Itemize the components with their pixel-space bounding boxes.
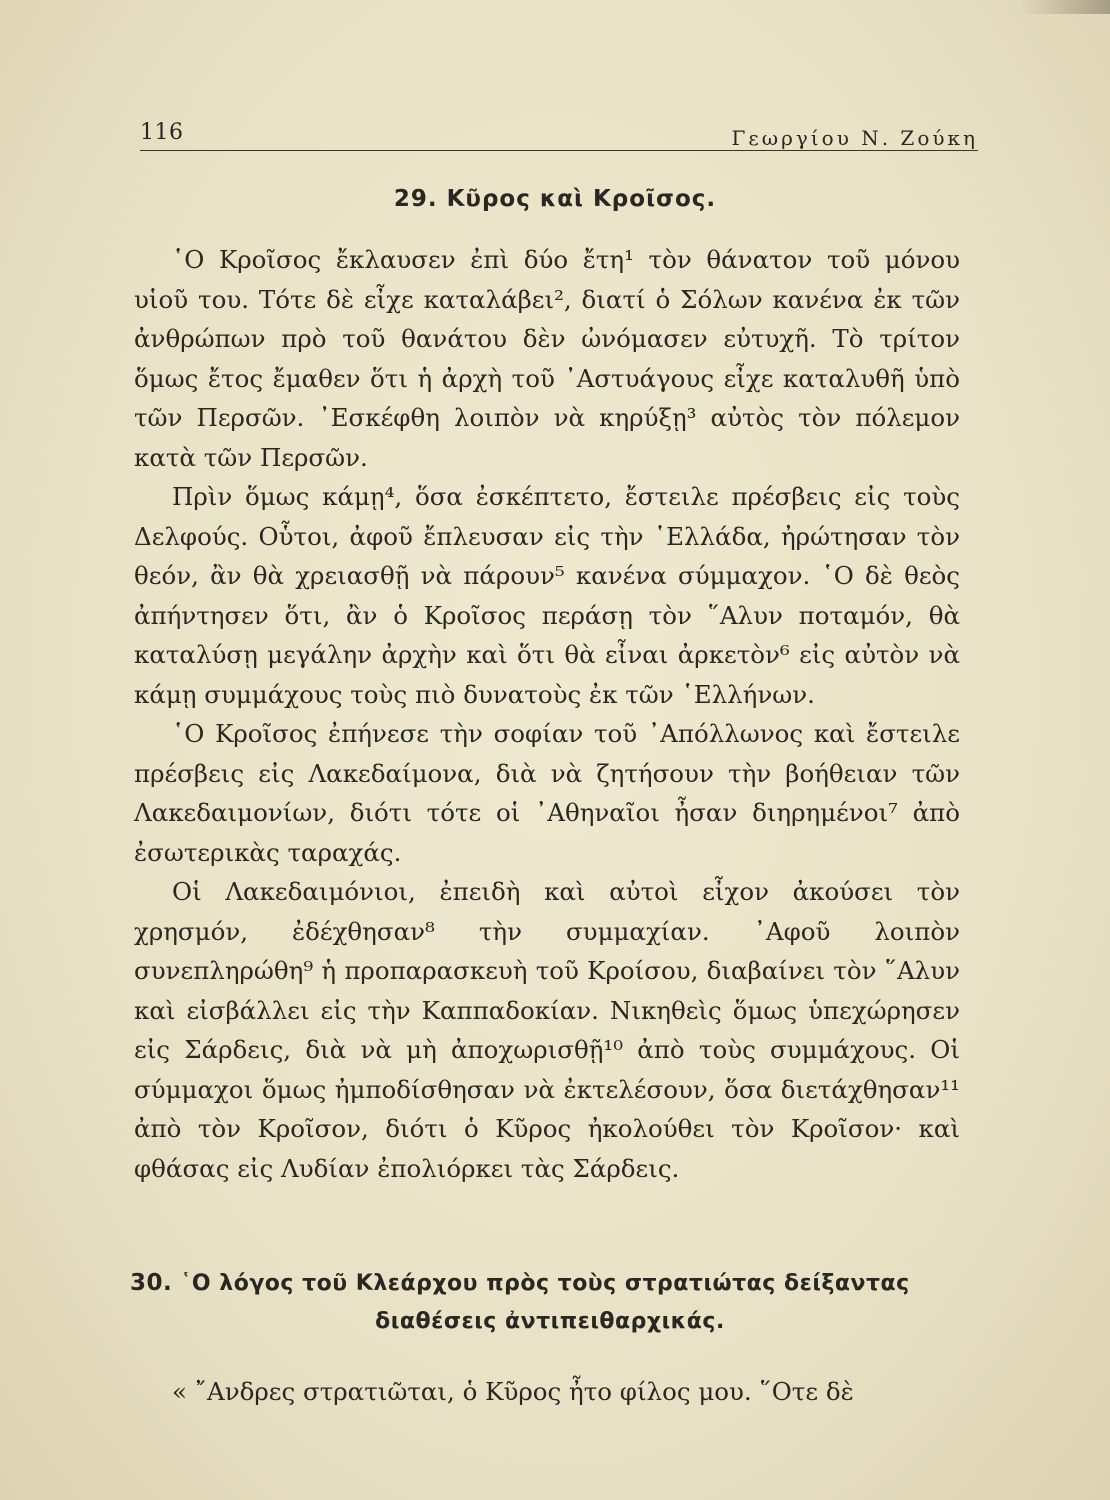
section-29-body: [134, 240, 960, 1188]
paragraph-2: Πρὶν ὅμως κάμῃ⁴, ὅσα ἐσκέπτετο, ἔστειλε πρέσβεις εἰς τοὺς Δελφούς. Οὗτοι, ἀφοῦ ἔπλευσαν εἰς τὴν ῾Ελλάδα, ἠρώτησαν τὸν θεόν, ἂν θὰ χρειασθῇ νὰ πάρουν⁵ κανένα σύμμαχον. ῾Ο δὲ θεὸς ἀπήντησεν ὅτι, ἂν ὁ Κροῖσος περάσῃ τὸν ῞Αλυν ποταμόν, θὰ καταλύσῃ μεγάλην ἀρχὴν καὶ ὅτι θὰ εἶναι ἀρκετὸν⁶ εἰς αὐτὸν νὰ κάμῃ συμμάχους τοὺς πιὸ δυνατοὺς ἐκ τῶν ῾Ελλήνων.: [134, 482, 960, 709]
page-number: 116: [140, 120, 184, 145]
running-head: Γεωργίου Ν. Ζούκη: [731, 126, 978, 150]
section-30-title: [130, 1264, 970, 1341]
section-29-title: 29. Κῦρος καὶ Κροῖσος.: [393, 186, 717, 212]
page-corner-shadow: [1020, 0, 1110, 14]
section-30-first-line: « ῎Ανδρες στρατιῶται, ὁ Κῦρος ἦτο φίλος μου. ῞Οτε δὲ: [172, 1377, 854, 1406]
section-30-number: 30.: [130, 1270, 173, 1296]
section-30-title-line1: ῾Ο λόγος τοῦ Κλεάρχου πρὸς τοὺς στρατιώτας δείξαντας: [180, 1271, 910, 1296]
section-30-title-line2: διαθέσεις ἀντιπειθαρχικάς.: [375, 1309, 725, 1334]
paragraph-4: Οἱ Λακεδαιμόνιοι, ἐπειδὴ καὶ αὐτοὶ εἶχον ἀκούσει τὸν χρησμόν, ἐδέχθησαν⁸ τὴν συμμαχίαν. ᾿Αφοῦ λοιπὸν συνεπληρώθη⁹ ἡ προπαρασκευὴ τοῦ Κροίσου, διαβαίνει τὸν ῞Αλυν καὶ εἰσβάλλει εἰς τὴν Καππαδοκίαν. Νικηθεὶς ὅμως ὑπεχώρησεν εἰς Σάρδεις, διὰ νὰ μὴ ἀποχωρισθῇ¹⁰ ἀπὸ τοὺς συμμάχους. Οἱ σύμμαχοι ὅμως ἠμποδίσθησαν νὰ ἐκτελέσουν, ὅσα διετάχθησαν¹¹ ἀπὸ τὸν Κροῖσον, διότι ὁ Κῦρος ἠκολούθει τὸν Κροῖσον· καὶ φθάσας εἰς Λυδίαν ἐπολιόρκει τὰς Σάρδεις.: [134, 877, 960, 1183]
paragraph-1: ῾Ο Κροῖσος ἔκλαυσεν ἐπὶ δύο ἔτη¹ τὸν θάνατον τοῦ μόνου υἱοῦ του. Τότε δὲ εἶχε καταλάβει², διατί ὁ Σόλων κανένα ἐκ τῶν ἀνθρώπων πρὸ τοῦ θανάτου δὲν ὠνόμασεν εὐτυχῆ. Τὸ τρίτον ὅμως ἔτος ἔμαθεν ὅτι ἡ ἀρχὴ τοῦ ᾿Αστυάγους εἶχε καταλυθῆ ὑπὸ τῶν Περσῶν. ᾿Εσκέφθη λοιπὸν νὰ κηρύξῃ³ αὐτὸς τὸν πόλεμον κατὰ τῶν Περσῶν.: [134, 245, 960, 472]
paragraph-3: ῾Ο Κροῖσος ἐπήνεσε τὴν σοφίαν τοῦ ᾿Απόλλωνος καὶ ἔστειλε πρέσβεις εἰς Λακεδαίμονα, διὰ νὰ ζητήσουν τὴν βοήθειαν τῶν Λακεδαιμονίων, διότι τότε οἱ ᾿Αθηναῖοι ἦσαν διηρημένοι⁷ ἀπὸ ἐσωτερικὰς ταραχάς.: [134, 719, 960, 867]
page-header: [140, 120, 978, 151]
